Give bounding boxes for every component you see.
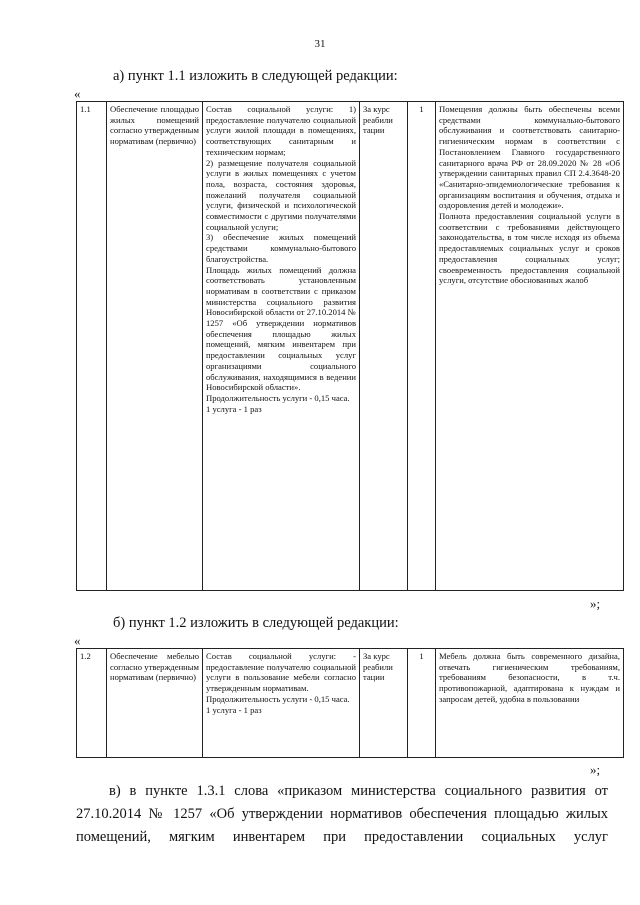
section-b-close-quote: »;	[590, 762, 601, 777]
table-row	[77, 102, 624, 591]
service-content: Состав социальной услуги: - предоставление получателю социальной услуги в пользование мебели согласно утвержденным нормативам. Продолжительность услуги - 0,15 часа. 1 услуга - 1 раз	[203, 649, 360, 758]
section-c-paragraph	[76, 780, 608, 849]
service-period: За курс реабили тации	[360, 649, 408, 758]
section-c-text: в) в пункте 1.3.1 слова «приказом министерства социального развития от 27.10.2014 № 1257 «Об утверждении нормативов обеспечения площадью жилых помещений, мягким инвентарем при предоставлении социальных услуг	[76, 783, 608, 845]
row-number: 1.1	[77, 102, 107, 591]
service-content: Состав социальной услуги: 1) предоставление получателю социальной услуги жилой площади в помещениях, соответствующих санитарным и техническим нормам; 2) размещение получателя социальной услуги в жилых помещениях с учетом пола, возраста, состояния здоровья, пожеланий получателя социальной услуги, физической и психологической совместимости с другими получателями социальной услуги; 3) обеспечение жилых помещений средствами коммунально-бытового благоустройства. Площадь жилых помещений должна соответствовать установленным нормативам в соответствии с приказом министерства социального развития Новосибирской области от 27.10.2014 № 1257 «Об утверждении нормативов обеспечения площадью жилых помещений, мягким инвентарем при предоставлении социальных услуг организациями социального обслуживания, находящимися в ведении Новосибирской области». Продолжительность услуги - 0,15 часа. 1 услуга - 1 раз	[203, 102, 360, 591]
row-number: 1.2	[77, 649, 107, 758]
section-a-heading: а) пункт 1.1 изложить в следующей редакции:	[113, 68, 398, 84]
service-name: Обеспечение мебелью согласно утвержденным нормативам (первично)	[107, 649, 203, 758]
service-name: Обеспечение площадью жилых помещений согласно утвержденным нормативам (первично)	[107, 102, 203, 591]
service-count: 1	[408, 102, 436, 591]
section-a-open-quote: «	[74, 86, 81, 101]
quality-indicators: Мебель должна быть современного дизайна, отвечать гигиеническим требованиям, требованиям безопасности, в т.ч. противопожарной, адаптирована к нуждам и запросам детей, удобна в пользовании	[436, 649, 624, 758]
table-a	[76, 101, 624, 591]
table-row	[77, 649, 624, 758]
section-b-open-quote: «	[74, 633, 81, 648]
table-b	[76, 648, 624, 758]
quality-indicators: Помещения должны быть обеспечены всеми средствами коммунально-бытового обслуживания и соответствовать санитарно-гигиеническим нормам в соответствии с Постановлением Главного государственного санитарного врача РФ от 28.09.2020 № 28 «Об утверждении санитарных правил СП 2.4.3648-20 «Санитарно-эпидемиологические требования к организациям воспитания и обучения, отдыха и оздоровления детей и молодежи». Полнота предоставления социальной услуги в соответствии с требованиями действующего законодательства, в том числе исходя из объема предоставляемых социальных услуг и сроков предоставления социальных услуг; своевременность предоставления социальной услуги, отсутствие обоснованных жалоб	[436, 102, 624, 591]
section-b-heading: б) пункт 1.2 изложить в следующей редакции:	[113, 615, 399, 631]
page-number: 31	[314, 38, 326, 50]
service-count: 1	[408, 649, 436, 758]
service-period: За курс реабили тации	[360, 102, 408, 591]
section-a-close-quote: »;	[590, 596, 601, 611]
